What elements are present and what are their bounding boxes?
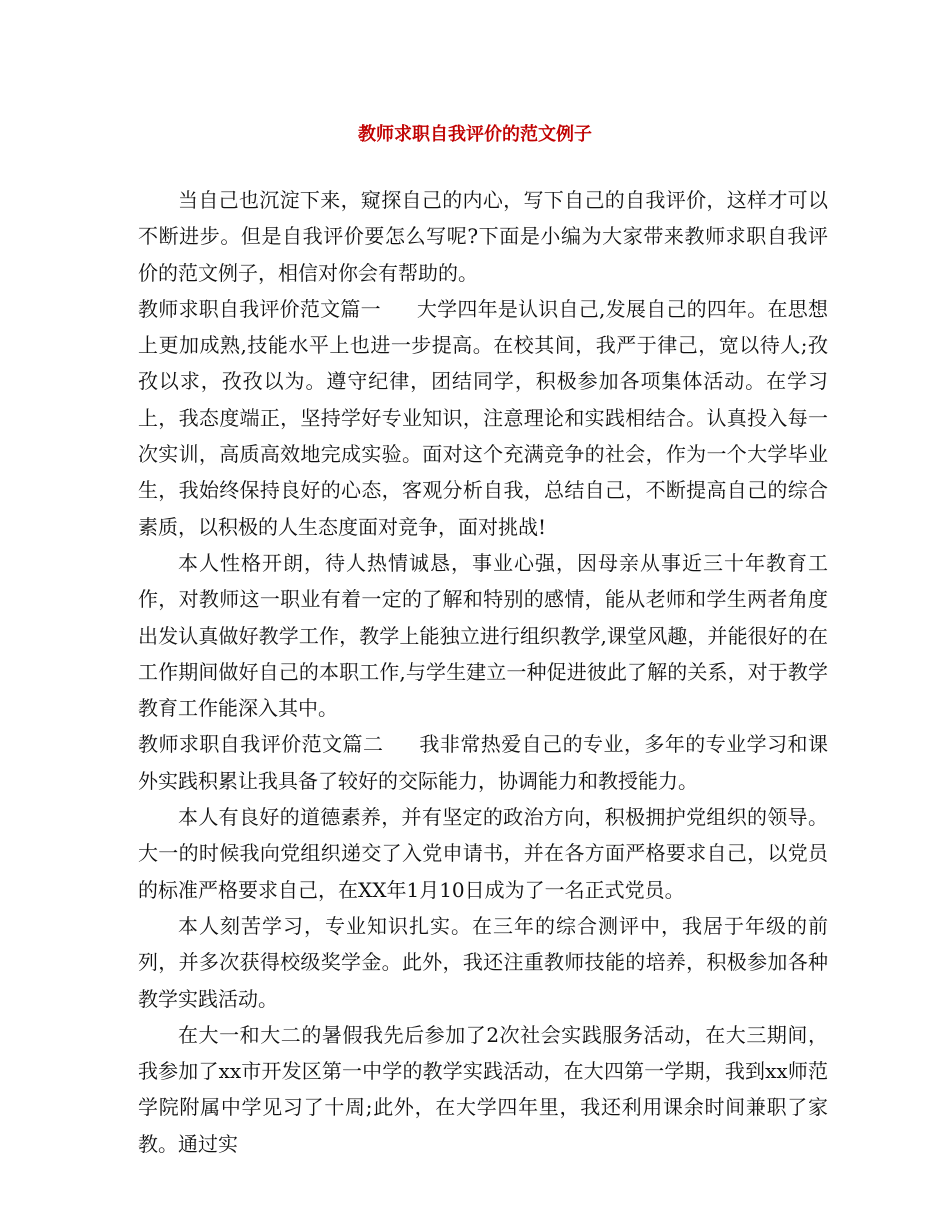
section-1-paragraph-2: 本人性格开朗，待人热情诚恳，事业心强，因母亲从事近三十年教育工作，对教师这一职业有着一定的了解和特别的感情，能从老师和学生两者角度出发认真做好教学工作，教学上能独立进行组织教学,课堂风趣，并能很好的在工作期间做好自己的本职工作,与学生建立一种促进彼此了解的关系，对于教学教育工作能深入其中。 bbox=[138, 550, 828, 721]
document-title: 教师求职自我评价的范文例子 bbox=[358, 124, 592, 145]
document-body bbox=[138, 182, 828, 1162]
section-2-first-paragraph bbox=[138, 726, 828, 799]
section-1-first-text: 大学四年是认识自己,发展自己的四年。在思想上更加成熟,技能水平上也进一步提高。在校其间，我严于律己，宽以待人;孜孜以求，孜孜以为。遵守纪律，团结同学，积极参加各项集体活动。在学习上，我态度端正，坚持学好专业知识，注意理论和实践相结合。认真投入每一次实训，高质高效地完成实验。面对这个充满竞争的社会，作为一个大学毕业生，我始终保持良好的心态，客观分析自我，总结自己，不断提高自己的综合素质，以积极的人生态度面对竞争，面对挑战! bbox=[138, 296, 829, 539]
section-2-paragraph-4: 在大一和大二的暑假我先后参加了2次社会实践服务活动，在大三期间，我参加了xx市开发区第一中学的教学实践活动，在大四第一学期，我到xx师范学院附属中学见习了十周;此外，在大学四年里，我还利用课余时间兼职了家教。通过实 bbox=[138, 1022, 828, 1156]
intro-paragraph: 当自己也沉淀下来，窥探自己的内心，写下自己的自我评价，这样才可以不断进步。但是自我评价要怎么写呢?下面是小编为大家带来教师求职自我评价的范文例子，相信对你会有帮助的。 bbox=[138, 188, 828, 285]
section-2-paragraph-3: 本人刻苦学习，专业知识扎实。在三年的综合测评中，我居于年级的前列，并多次获得校级奖学金。此外，我还注重教师技能的培养，积极参加各种教学实践活动。 bbox=[138, 913, 828, 1011]
section-2-first-text: 我非常热爱自己的专业，多年的专业学习和课外实践积累让我具备了较好的交际能力，协调能力和教授能力。 bbox=[138, 732, 829, 793]
section-1-heading: 教师求职自我评价范文篇一 bbox=[138, 296, 381, 321]
section-2-heading: 教师求职自我评价范文篇二 bbox=[138, 732, 384, 757]
section-1-first-paragraph bbox=[138, 291, 828, 545]
section-2-paragraph-2: 本人有良好的道德素养，并有坚定的政治方向，积极拥护党组织的领导。大一的时候我向党组织递交了入党申请书，并在各方面严格要求自己，以党员的标准严格要求自己，在XX年1月10日成为了一名正式党员。 bbox=[138, 805, 828, 902]
